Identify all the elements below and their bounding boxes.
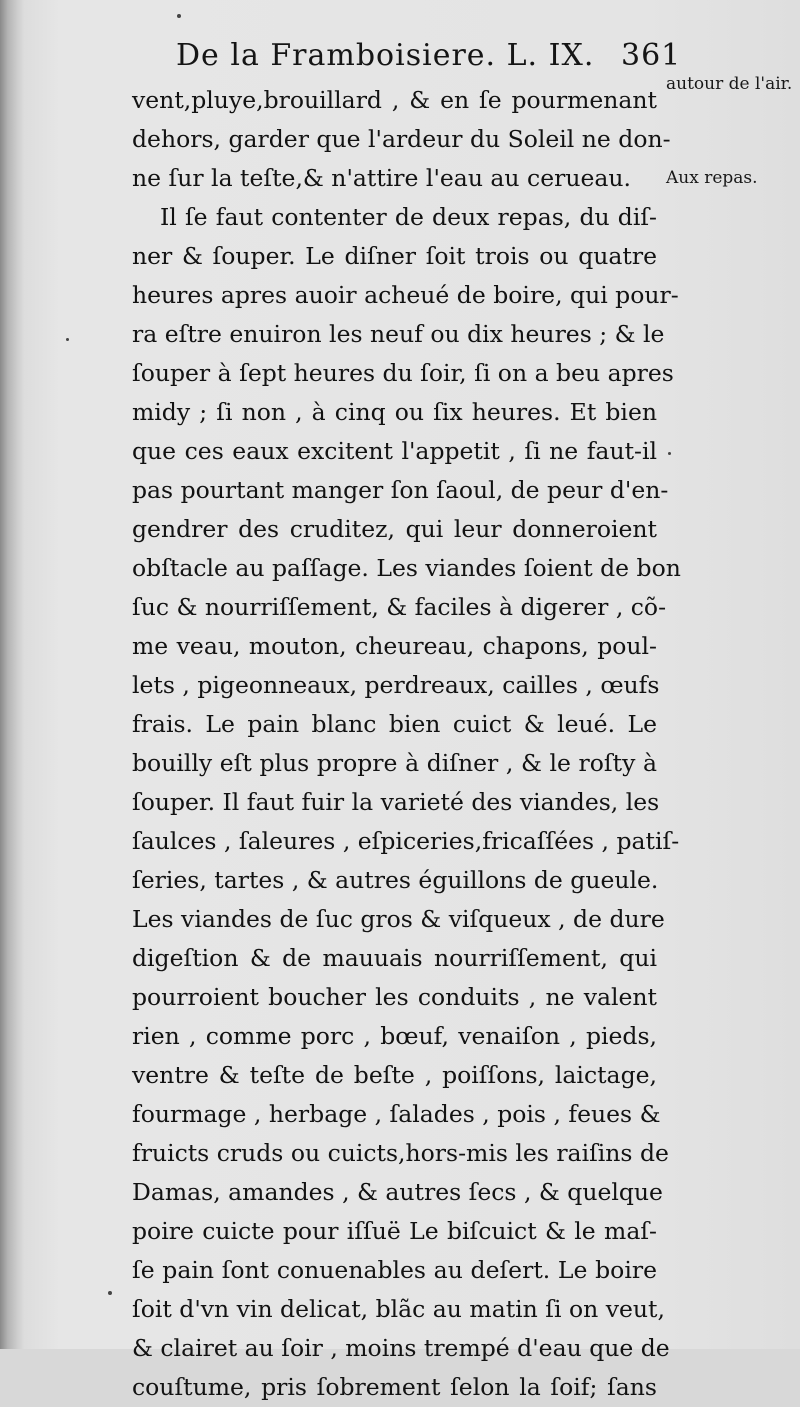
text-line: dehors, garder que l'ardeur du Soleil ne don-	[132, 125, 671, 153]
margin-note-air: autour de l'air.	[666, 74, 793, 94]
text-line: gendrer des cruditez, qui leur donneroient	[132, 515, 657, 543]
text-line: midy ; ſi non , à cinq ou ſix heures. Et bien	[132, 398, 657, 426]
text-line: ſaulces , ſaleures , eſpiceries,fricaſſées , patiſ-	[132, 827, 680, 855]
text-line: frais. Le pain blanc bien cuict & leué. Le	[132, 710, 657, 738]
text-line: ſouper à ſept heures du ſoir, ſi on a beu apres	[132, 359, 674, 387]
text-line: que ces eaux excitent l'appetit , ſi ne faut-il	[132, 437, 657, 465]
text-line: fourmage , herbage , ſalades , pois , feues &	[132, 1100, 661, 1128]
text-line: obſtacle au paſſage. Les viandes ſoient de bon	[132, 554, 681, 582]
text-line: rien , comme porc , bœuf, venaiſon , pieds,	[132, 1022, 657, 1050]
page-number: 361	[621, 38, 682, 73]
ink-speck	[177, 14, 181, 18]
text-line: ra eſtre enuiron les neuf ou dix heures ; & le	[132, 320, 665, 348]
text-line: ventre & teſte de beſte , poiſſons, laictage,	[132, 1061, 657, 1089]
text-line: heures apres auoir acheué de boire, qui pour-	[132, 281, 679, 309]
text-line: me veau, mouton, cheureau, chapons, poul-	[132, 632, 657, 660]
text-line: Les viandes de ſuc gros & viſqueux , de dure	[132, 905, 665, 933]
text-line: bouilly eſt plus propre à diſner , & le roſty à	[132, 749, 657, 777]
page-binding-shadow	[0, 0, 24, 1349]
text-line: pas pourtant manger ſon ſaoul, de peur d'en-	[132, 476, 669, 504]
text-line: lets , pigeonneaux, perdreaux, cailles , œufs	[132, 671, 660, 699]
text-line: poire cuicte pour iſſuë Le biſcuict & le maſ-	[132, 1217, 657, 1245]
text-line: ſuc & nourriſſement, & faciles à digerer , cõ-	[132, 593, 667, 621]
text-line: vent,pluye,brouillard , & en ſe pourmenant	[132, 86, 657, 114]
text-line: ſouper. Il faut fuir la varieté des viandes, les	[132, 788, 660, 816]
running-header	[176, 38, 682, 82]
text-line: couſtume, pris ſobrement ſelon la ſoif; ſans	[132, 1373, 657, 1401]
text-line: & clairet au ſoir , moins trempé d'eau que de	[132, 1334, 670, 1362]
text-line: ſeries, tartes , & autres éguillons de gueule.	[132, 866, 659, 894]
running-title: De la Framboisiere. L. IX.	[176, 38, 595, 73]
text-line: fruicts cruds ou cuicts,hors-mis les raiſins de	[132, 1139, 669, 1167]
text-line: ſe pain ſont conuenables au deſert. Le boire	[132, 1256, 657, 1284]
text-line: pourroient boucher les conduits , ne valent	[132, 983, 657, 1011]
text-line: digeſtion & de mauuais nourriſſement, qui	[132, 944, 657, 972]
text-line: ner & ſouper. Le diſner ſoit trois ou quatre	[132, 242, 657, 270]
text-line: ſoit d'vn vin delicat, blãc au matin ſi on veut,	[132, 1295, 665, 1323]
text-line: Damas, amandes , & autres ſecs , & quelque	[132, 1178, 663, 1206]
text-line: ne ſur la teſte,& n'attire l'eau au cerueau.	[132, 164, 631, 192]
ink-speck	[668, 452, 671, 455]
margin-note-repas: Aux repas.	[666, 168, 758, 188]
ink-speck	[108, 1291, 112, 1295]
text-line: Il ſe faut contenter de deux repas, du diſ-	[160, 203, 657, 231]
ink-speck	[66, 338, 69, 341]
